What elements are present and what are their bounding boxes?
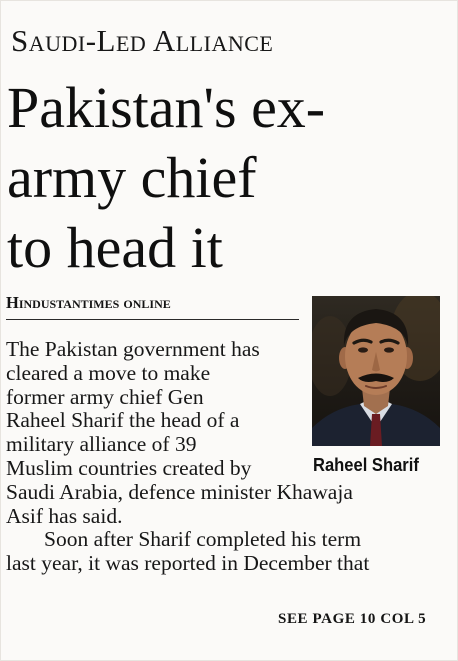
headline: [7, 73, 452, 283]
body-line: last year, it was reported in December that: [6, 551, 370, 576]
body-line: cleared a move to make: [6, 360, 211, 385]
body-line: The Pakistan government has: [6, 337, 260, 361]
byline-source: Hindustantimes online: [6, 295, 299, 320]
body-line: Soon after Sharif completed his term: [44, 527, 362, 552]
section-kicker: Saudi-Led Alliance: [11, 23, 274, 58]
headline-line: army chief: [7, 145, 257, 210]
headline-line: Pakistan's ex-: [7, 75, 326, 140]
headline-line: to head it: [7, 215, 223, 280]
body-line: former army chief Gen: [6, 384, 204, 409]
continuation-note: SEE PAGE 10 COL 5: [278, 611, 427, 627]
body-line: Muslim countries created by: [6, 455, 252, 480]
body-line: Asif has said.: [6, 503, 123, 528]
body-line: Saudi Arabia, defence minister Khawaja: [6, 479, 353, 504]
article-body: [6, 338, 369, 576]
photo-caption: Raheel Sharif: [313, 455, 419, 475]
body-line: Raheel Sharif the head of a: [6, 408, 240, 433]
body-line: military alliance of 39: [6, 432, 197, 457]
